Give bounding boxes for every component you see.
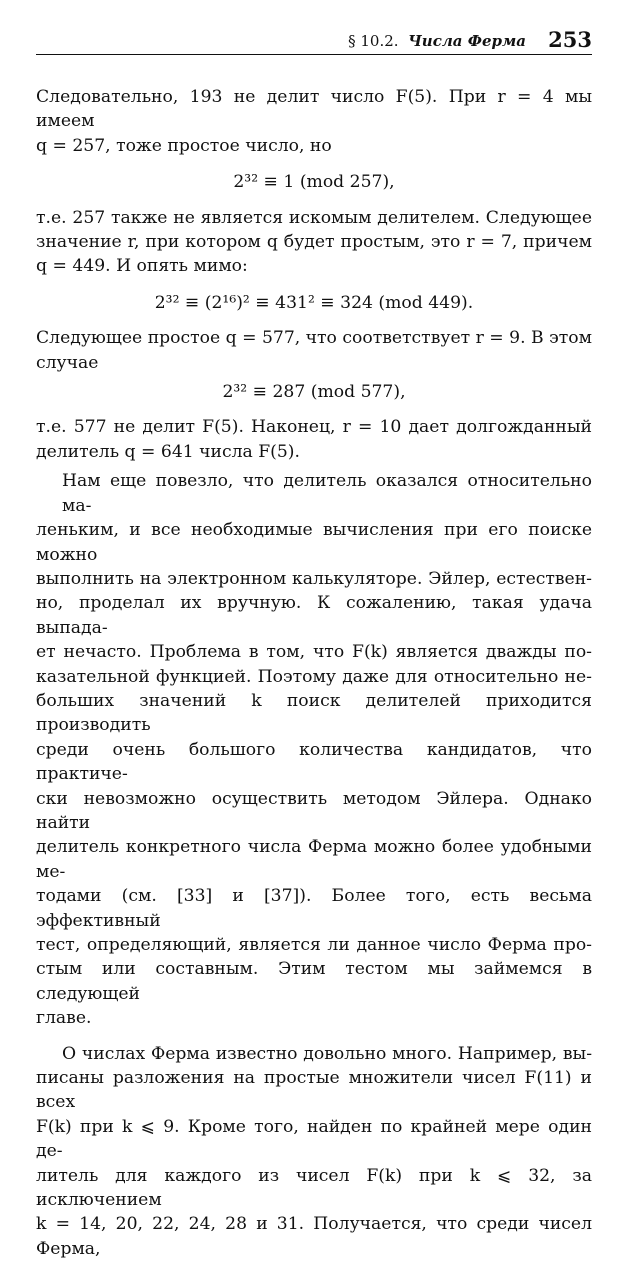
- text-line: т.е. 257 также не является искомым делителем. Следующее: [36, 207, 592, 228]
- section-title: Числа Ферма: [408, 32, 526, 50]
- text-line: k = 14, 20, 22, 24, 28 и 31. Получается, что среди чисел Ферма,: [36, 1214, 592, 1259]
- running-header: [36, 28, 592, 55]
- text-line: т.е. 577 не делит F(5). Наконец, r = 10 дает долгожданный: [36, 417, 592, 438]
- text-line: F(k) при k ⩽ 9. Кроме того, найден по крайней мере один де-: [36, 1116, 592, 1162]
- paragraph-4: [36, 415, 592, 464]
- paragraph-3: [36, 326, 592, 375]
- text-line: делитель конкретного числа Ферма можно более удобными ме-: [36, 837, 592, 882]
- text-line: q = 449. И опять мимо:: [36, 256, 248, 277]
- text-line: тест, определяющий, является ли данное число Ферма про-: [36, 935, 592, 955]
- text-line: случае: [36, 352, 99, 373]
- section-heading: [348, 32, 526, 50]
- text-line: больших значений k поиск делителей приходится производить: [36, 690, 592, 736]
- formula-mod-577: 2³² ≡ 287 (mod 577),: [222, 382, 406, 403]
- text-line: стым или составным. Этим тестом мы займемся в следующей: [36, 959, 592, 1004]
- text-line: выполнить на электронном калькуляторе. Эйлер, естествен-: [36, 568, 592, 589]
- paragraph-5: [36, 469, 592, 1030]
- body-text: [36, 85, 592, 1261]
- text-line: среди очень большого количества кандидатов, что практиче-: [36, 739, 592, 785]
- paragraph-6: [36, 1042, 592, 1261]
- formula-mod-449: 2³² ≡ (2¹⁶)² ≡ 431² ≡ 324 (mod 449).: [154, 292, 474, 313]
- text-line: ет нечасто. Проблема в том, что F(k) является дважды по-: [36, 642, 592, 663]
- text-line: но, проделал их вручную. К сожалению, такая удача выпада-: [36, 593, 592, 638]
- text-line: главе.: [36, 1008, 92, 1029]
- page-number: 253: [548, 27, 592, 52]
- formula-mod-257: 2³² ≡ 1 (mod 257),: [233, 172, 395, 193]
- text-line: Следующее простое q = 577, что соответствует r = 9. В этом: [36, 328, 592, 349]
- text-line: ски невозможно осуществить методом Эйлера. Однако найти: [36, 788, 592, 833]
- paragraph-2: [36, 206, 592, 279]
- section-number: § 10.2.: [348, 32, 399, 50]
- text-line: литель для каждого из чисел F(k) при k ⩽ 32, за исключением: [36, 1165, 592, 1211]
- text-line: писаны разложения на простые множители чисел F(11) и всех: [36, 1068, 592, 1113]
- text-line: казательной функцией. Поэтому даже для относительно не-: [36, 666, 592, 687]
- text-line: О числах Ферма известно довольно много. Например, вы-: [62, 1043, 592, 1064]
- text-line: делитель q = 641 числа F(5).: [36, 441, 300, 462]
- text-line: леньким, и все необходимые вычисления при его поиске можно: [36, 520, 592, 565]
- text-line: Нам еще повезло, что делитель оказался относительно ма-: [62, 471, 592, 516]
- text-line: Следовательно, 193 не делит число F(5). При r = 4 мы имеем: [36, 87, 592, 132]
- paragraph-1: [36, 85, 592, 158]
- text-line: q = 257, тоже простое число, но: [36, 135, 332, 156]
- text-line: тодами (см. [33] и [37]). Более того, есть весьма эффективный: [36, 886, 592, 931]
- text-line: значение r, при котором q будет простым, это r = 7, причем: [36, 232, 592, 253]
